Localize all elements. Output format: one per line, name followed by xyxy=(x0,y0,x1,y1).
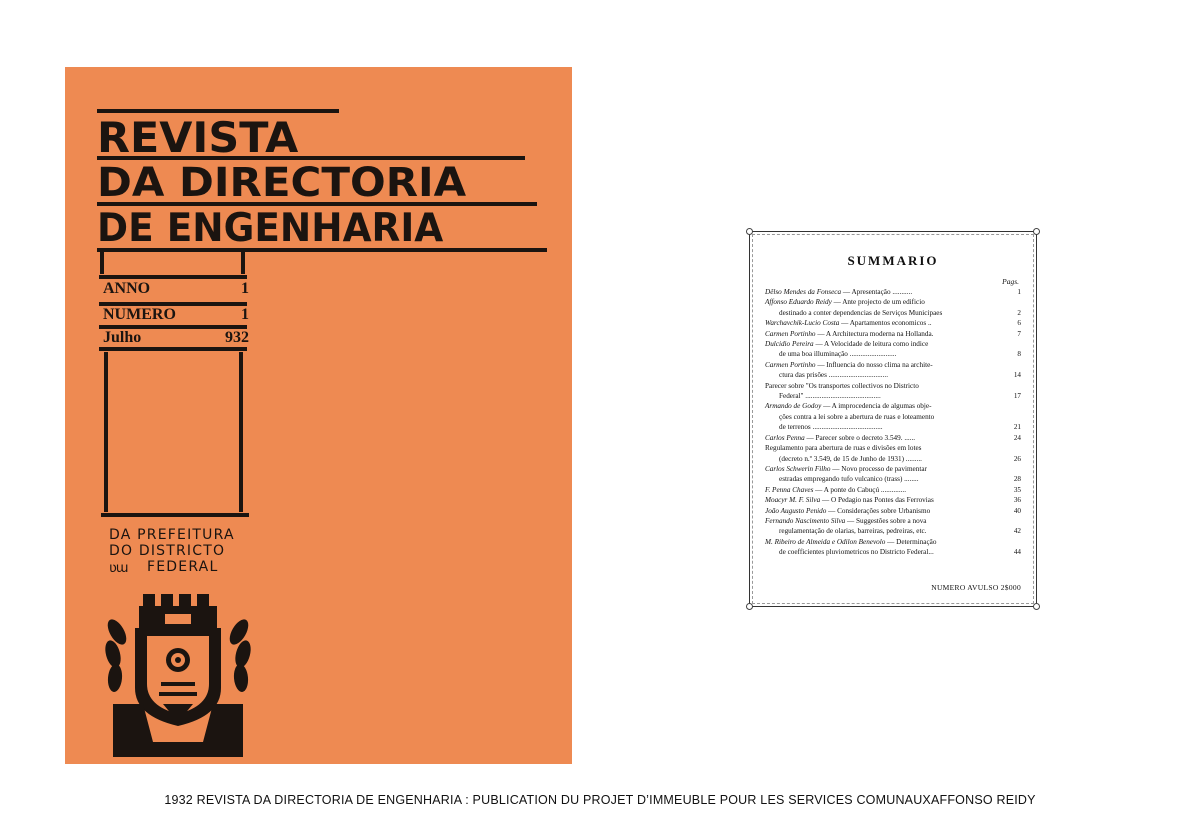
entry-page-number: 2 xyxy=(1017,308,1021,317)
summary-entry-line xyxy=(765,464,1021,474)
summary-entry-line xyxy=(765,412,1021,422)
summary-entry xyxy=(765,495,1021,505)
summary-entry xyxy=(765,297,1021,318)
entry-page-number: 17 xyxy=(1013,392,1021,401)
summary-entry-line xyxy=(765,443,1021,453)
box-left xyxy=(104,352,108,512)
entry-title: ctura das prisões ................................. xyxy=(779,371,888,380)
entry-page-number: 40 xyxy=(1013,506,1021,515)
summary-entry-line xyxy=(765,537,1021,547)
entry-title: de uma boa illuminação .......................... xyxy=(779,350,897,359)
entry-page-number: 21 xyxy=(1013,423,1021,432)
summary-entry xyxy=(765,537,1021,558)
entry-page-number: 1 xyxy=(1017,288,1021,296)
summary-entry-line xyxy=(765,318,1021,328)
entry-page-number: 36 xyxy=(1013,496,1021,505)
entry-page-number xyxy=(1011,537,1021,547)
entry-author: Dêlso Mendes da Fonseca xyxy=(765,288,842,296)
info-rule-4 xyxy=(99,347,247,351)
entry-title: — Apresentação ........... xyxy=(841,288,913,296)
entry-text xyxy=(779,308,942,318)
summary-entry xyxy=(765,360,1021,381)
summary-entry xyxy=(765,433,1021,443)
cover-title-line-3: DE ENGENHARIA xyxy=(97,206,444,251)
entry-author: F. Penna Chaves xyxy=(765,485,814,494)
entry-page-number xyxy=(1011,297,1021,307)
entry-text xyxy=(765,516,927,526)
summary-entry-line xyxy=(765,547,1021,557)
corner-tl xyxy=(746,228,753,235)
entry-page-number xyxy=(1011,464,1021,474)
entry-text xyxy=(765,485,906,495)
entry-page-number: 7 xyxy=(1017,329,1021,338)
corner-tr xyxy=(1033,228,1040,235)
entry-title: Regulamento para abertura de ruas e divisões em lotes xyxy=(765,444,922,453)
entry-title: — A ponte do Cabuçú .............. xyxy=(813,485,907,494)
entry-text xyxy=(779,454,922,464)
entry-title: — O Pedagio nas Pontes das Ferrovias xyxy=(820,496,934,505)
entry-author: João Augusto Penido xyxy=(765,506,827,515)
summary-entry-line xyxy=(765,474,1021,484)
entry-text xyxy=(765,360,933,370)
entry-title: — Ante projecto de um edificio xyxy=(831,298,925,307)
entry-author: Affonso Eduardo Reidy xyxy=(765,298,832,307)
entry-text xyxy=(779,412,934,422)
entry-text xyxy=(779,422,883,432)
entry-text xyxy=(765,381,919,391)
prefeitura-line-1: DA PREFEITURA xyxy=(109,527,235,543)
entry-page-number: 26 xyxy=(1013,454,1021,463)
cover-title-line-2: DA DIRECTORIA xyxy=(97,160,467,206)
entry-page-number xyxy=(1011,443,1021,453)
summary-entry-line xyxy=(765,454,1021,464)
summary-entries xyxy=(765,287,1021,558)
box-right xyxy=(239,352,243,512)
summary-entry-line xyxy=(765,526,1021,536)
entry-text xyxy=(765,297,925,307)
entry-page-number: 24 xyxy=(1013,433,1021,442)
summary-entry-line xyxy=(765,422,1021,432)
entry-page-number: 42 xyxy=(1013,527,1021,536)
summary-entry-line xyxy=(765,308,1021,318)
summary-page xyxy=(749,231,1037,607)
entry-title: ções contra a lei sobre a abertura de ruas e loteamento xyxy=(779,412,935,421)
entry-title: de coefficientes pluviometricos no Districto Federal... xyxy=(779,548,934,557)
entry-title: — A Velocidade de leitura como indice xyxy=(813,340,929,349)
summary-entry xyxy=(765,485,1021,495)
summary-entry-line xyxy=(765,381,1021,391)
page-caption: 1932 REVISTA DA DIRECTORIA DE ENGENHARIA : PUBLICATION DU PROJET D’IMMEUBLE POUR LES SERVICES COMUNAUXAFFONSO REIDY xyxy=(164,793,1036,807)
entry-author: Dulcidio Pereira xyxy=(765,340,814,349)
summary-entry-line xyxy=(765,391,1021,401)
entry-text xyxy=(765,537,936,547)
entry-text xyxy=(765,495,934,505)
entry-author: Carlos Schwerin Filho xyxy=(765,464,831,473)
box-bottom xyxy=(101,513,249,517)
entry-page-number xyxy=(1011,516,1021,526)
entry-text xyxy=(779,474,919,484)
info-numero: NUMERO 1 xyxy=(103,306,249,323)
entry-author: Carlos Penna xyxy=(765,433,805,442)
info-anno: ANNO 1 xyxy=(103,280,249,297)
entry-title: — A Architectura moderna na Hollanda. xyxy=(815,329,934,338)
entry-text xyxy=(765,401,931,411)
summary-entry xyxy=(765,318,1021,328)
entry-title: destinado a conter dependencias de Serviços Municipaes xyxy=(779,308,943,317)
ornament-glyph: ʋɯ xyxy=(109,561,128,576)
entry-page-number: 35 xyxy=(1013,485,1021,494)
entry-title: Parecer sobre "Os transportes collectivos no Districto xyxy=(765,381,919,390)
entry-text xyxy=(765,433,915,443)
entry-author: Carmen Portinho xyxy=(765,360,816,369)
entry-text xyxy=(779,526,926,536)
summary-entry-line xyxy=(765,329,1021,339)
summary-entry-line xyxy=(765,370,1021,380)
pages-label: Pags. xyxy=(1002,277,1019,286)
summary-entry-line xyxy=(765,287,1021,297)
summary-entry xyxy=(765,381,1021,402)
price-label: NUMERO AVULSO 2$000 xyxy=(931,583,1021,592)
summary-entry xyxy=(765,464,1021,485)
entry-text xyxy=(779,391,881,401)
corner-bl xyxy=(746,603,753,610)
summary-entry-line xyxy=(765,433,1021,443)
entry-text xyxy=(765,443,921,453)
entry-title: — Determinação xyxy=(885,537,937,546)
entry-author: Armando de Godoy xyxy=(765,402,822,411)
entry-page-number: 8 xyxy=(1017,350,1021,359)
entry-title: — Apartamentos economicos .. xyxy=(839,319,932,328)
entry-text xyxy=(765,287,912,297)
entry-title: regulamentação de olarias, barreiras, pedreiras, etc. xyxy=(779,527,927,536)
info-date: Julho 932 xyxy=(103,329,249,346)
corner-br xyxy=(1033,603,1040,610)
summary-entry xyxy=(765,516,1021,537)
summary-entry xyxy=(765,339,1021,360)
summary-entry-line xyxy=(765,360,1021,370)
entry-title: — Suggestões sobre a nova xyxy=(845,516,927,525)
summary-entry xyxy=(765,443,1021,464)
summary-entry-line xyxy=(765,339,1021,349)
entry-text xyxy=(779,547,934,557)
entry-text xyxy=(765,339,928,349)
entry-text xyxy=(779,349,896,359)
entry-title: de terrenos ....................................... xyxy=(779,423,883,432)
summary-entry-line xyxy=(765,485,1021,495)
cover-title-line-1: REVISTA xyxy=(97,113,299,162)
frame-left-top xyxy=(100,252,104,274)
summary-entry xyxy=(765,287,1021,297)
summary-entry xyxy=(765,401,1021,432)
prefeitura-line-3: FEDERAL xyxy=(147,559,219,575)
summary-entry-line xyxy=(765,516,1021,526)
entry-title: — Parecer sobre o decreto 3.549. ...... xyxy=(804,433,916,442)
entry-text xyxy=(765,464,927,474)
summary-entry-line xyxy=(765,349,1021,359)
entry-page-number: 14 xyxy=(1013,371,1021,380)
entry-author: Warchavchik-Lucio Costa xyxy=(765,319,840,328)
info-rule-1 xyxy=(99,275,247,279)
summary-title: SUMMARIO xyxy=(847,253,939,268)
entry-page-number: 44 xyxy=(1013,548,1021,557)
entry-author: Fernando Nascimento Silva xyxy=(765,516,846,525)
entry-title: — A improcedencia de algumas obje- xyxy=(821,402,932,411)
summary-entry-line xyxy=(765,401,1021,411)
entry-author: Moacyr M. F. Silva xyxy=(765,496,821,505)
entry-title: — Considerações sobre Urbanismo xyxy=(826,506,931,515)
entry-title: estradas empregando tufo vulcanico (trass) ........ xyxy=(779,475,919,484)
castle-shield-emblem-icon xyxy=(103,592,253,757)
entry-page-number xyxy=(1011,381,1021,391)
summary-entry-line xyxy=(765,506,1021,516)
magazine-cover xyxy=(65,67,572,764)
entry-page-number: 28 xyxy=(1013,475,1021,484)
entry-page-number xyxy=(1011,401,1021,411)
entry-page-number xyxy=(1011,360,1021,370)
entry-page-number xyxy=(1011,339,1021,349)
entry-author: M. Ribeiro de Almeida e Odilon Benevolo xyxy=(765,537,886,546)
entry-page-number: 6 xyxy=(1017,319,1021,328)
entry-text xyxy=(779,370,888,380)
entry-title: — Novo processo de pavimentar xyxy=(830,464,927,473)
entry-text xyxy=(765,318,932,328)
summary-entry-line xyxy=(765,297,1021,307)
summary-entry xyxy=(765,329,1021,339)
entry-page-number xyxy=(1011,412,1021,422)
frame-right-top xyxy=(241,252,245,274)
entry-author: Carmen Portinho xyxy=(765,329,816,338)
entry-text xyxy=(765,329,933,339)
prefeitura-line-2: DO DISTRICTO xyxy=(109,543,226,559)
summary-entry xyxy=(765,506,1021,516)
entry-title: Federal" .......................................... xyxy=(779,392,881,401)
entry-title: (decreto n.º 3.549, de 15 de Junho de 1931) ......... xyxy=(779,454,922,463)
entry-title: — Influencia do nosso clima na archite- xyxy=(815,360,933,369)
summary-entry-line xyxy=(765,495,1021,505)
entry-text xyxy=(765,506,930,516)
